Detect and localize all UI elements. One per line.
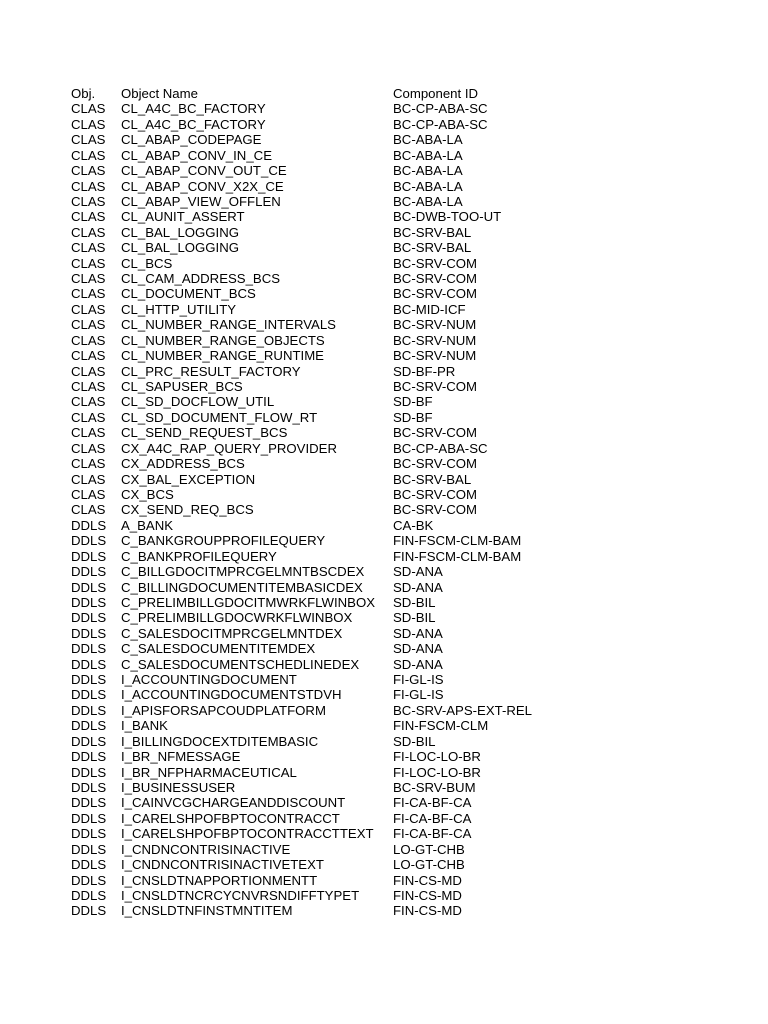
cell-obj: DDLS xyxy=(71,872,107,888)
cell-obj: DDLS xyxy=(71,625,107,641)
cell-obj: DDLS xyxy=(71,579,107,595)
cell-component-id: BC-SRV-BUM xyxy=(393,779,476,795)
table-row xyxy=(71,888,691,903)
table-row xyxy=(71,580,691,595)
cell-object-name: C_SALESDOCUMENTSCHEDLINEDEX xyxy=(121,656,360,672)
cell-object-name: C_SALESDOCITMPRCGELMNTDEX xyxy=(121,625,343,641)
cell-object-name: CL_A4C_BC_FACTORY xyxy=(121,116,266,132)
cell-component-id: SD-ANA xyxy=(393,641,443,657)
cell-component-id: BC-DWB-TOO-UT xyxy=(393,209,502,225)
cell-obj: DDLS xyxy=(71,826,107,842)
table-row xyxy=(71,348,691,363)
cell-obj: CLAS xyxy=(71,132,106,148)
cell-object-name: CL_BCS xyxy=(121,255,173,271)
cell-component-id: BC-ABA-LA xyxy=(393,147,463,163)
cell-obj: DDLS xyxy=(71,610,107,626)
cell-object-name: I_ACCOUNTINGDOCUMENTSTDVH xyxy=(121,687,342,703)
cell-object-name: I_CNDNCONTRISINACTIVE xyxy=(121,841,291,857)
table-row xyxy=(71,549,691,564)
cell-obj: CLAS xyxy=(71,116,106,132)
header-object-name: Object Name xyxy=(121,86,198,101)
cell-component-id: CA-BK xyxy=(393,517,434,533)
cell-object-name: CL_SD_DOCUMENT_FLOW_RT xyxy=(121,409,318,425)
cell-component-id: SD-ANA xyxy=(393,656,443,672)
cell-object-name: CL_SAPUSER_BCS xyxy=(121,379,243,395)
cell-obj: DDLS xyxy=(71,810,107,826)
cell-obj: DDLS xyxy=(71,764,107,780)
cell-component-id: FI-GL-IS xyxy=(393,672,444,688)
cell-component-id: BC-SRV-COM xyxy=(393,379,478,395)
table-row xyxy=(71,718,691,733)
table-row xyxy=(71,179,691,194)
cell-obj: DDLS xyxy=(71,733,107,749)
cell-component-id: LO-GT-CHB xyxy=(393,841,465,857)
cell-component-id: BC-SRV-NUM xyxy=(393,348,477,364)
cell-component-id: BC-SRV-COM xyxy=(393,502,478,518)
cell-component-id: FIN-FSCM-CLM-BAM xyxy=(393,533,522,549)
table-row xyxy=(71,842,691,857)
cell-obj: DDLS xyxy=(71,533,107,549)
cell-obj: CLAS xyxy=(71,348,106,364)
table-row xyxy=(71,765,691,780)
cell-object-name: CL_A4C_BC_FACTORY xyxy=(121,101,266,117)
cell-object-name: CL_ABAP_CONV_IN_CE xyxy=(121,147,272,163)
cell-component-id: FI-CA-BF-CA xyxy=(393,810,472,826)
cell-object-name: C_BILLINGDOCUMENTITEMBASICDEX xyxy=(121,579,363,595)
cell-object-name: CL_ABAP_CONV_OUT_CE xyxy=(121,163,287,179)
cell-obj: CLAS xyxy=(71,286,106,302)
cell-component-id: SD-BF xyxy=(393,394,433,410)
cell-object-name: C_BANKGROUPPROFILEQUERY xyxy=(121,533,326,549)
table-row xyxy=(71,903,691,918)
cell-obj: CLAS xyxy=(71,147,106,163)
table-row xyxy=(71,163,691,178)
table-row xyxy=(71,456,691,471)
cell-obj: CLAS xyxy=(71,409,106,425)
table-row xyxy=(71,734,691,749)
cell-obj: CLAS xyxy=(71,332,106,348)
cell-component-id: SD-ANA xyxy=(393,579,443,595)
table-row xyxy=(71,117,691,132)
table-row xyxy=(71,333,691,348)
cell-obj: DDLS xyxy=(71,903,107,919)
cell-component-id: FI-GL-IS xyxy=(393,687,444,703)
cell-obj: DDLS xyxy=(71,656,107,672)
cell-object-name: I_CNSLDTNAPPORTIONMENTT xyxy=(121,872,318,888)
cell-obj: DDLS xyxy=(71,702,107,718)
cell-object-name: I_CARELSHPOFBPTOCONTRACCTTEXT xyxy=(121,826,374,842)
cell-object-name: I_CNSLDTNFINSTMNTITEM xyxy=(121,903,293,919)
cell-component-id: BC-SRV-COM xyxy=(393,286,478,302)
cell-obj: CLAS xyxy=(71,101,106,117)
cell-component-id: BC-ABA-LA xyxy=(393,163,463,179)
table-row xyxy=(71,502,691,517)
table-row xyxy=(71,364,691,379)
cell-component-id: BC-MID-ICF xyxy=(393,301,466,317)
cell-obj: DDLS xyxy=(71,795,107,811)
cell-object-name: CL_NUMBER_RANGE_INTERVALS xyxy=(121,317,336,333)
cell-obj: DDLS xyxy=(71,564,107,580)
cell-object-name: I_CNDNCONTRISINACTIVETEXT xyxy=(121,857,324,873)
cell-obj: CLAS xyxy=(71,394,106,410)
table-row xyxy=(71,564,691,579)
header-obj: Obj. xyxy=(71,86,96,101)
cell-obj: DDLS xyxy=(71,841,107,857)
table-row xyxy=(71,256,691,271)
cell-obj: CLAS xyxy=(71,193,106,209)
cell-component-id: FIN-FSCM-CLM xyxy=(393,718,489,734)
cell-object-name: CL_SEND_REQUEST_BCS xyxy=(121,425,288,441)
table-row xyxy=(71,101,691,116)
cell-obj: CLAS xyxy=(71,271,106,287)
cell-object-name: CL_CAM_ADDRESS_BCS xyxy=(121,271,281,287)
cell-component-id: FIN-CS-MD xyxy=(393,872,462,888)
cell-component-id: BC-SRV-COM xyxy=(393,255,478,271)
cell-obj: CLAS xyxy=(71,178,106,194)
table-row xyxy=(71,533,691,548)
table-row xyxy=(71,749,691,764)
cell-object-name: CX_ADDRESS_BCS xyxy=(121,456,245,472)
cell-object-name: I_APISFORSAPCOUDPLATFORM xyxy=(121,702,326,718)
cell-object-name: CL_ABAP_CODEPAGE xyxy=(121,132,262,148)
cell-object-name: CX_SEND_REQ_BCS xyxy=(121,502,254,518)
cell-component-id: SD-BIL xyxy=(393,733,436,749)
table-row xyxy=(71,687,691,702)
cell-object-name: I_BILLINGDOCEXTDITEMBASIC xyxy=(121,733,319,749)
table-row xyxy=(71,194,691,209)
cell-obj: CLAS xyxy=(71,456,106,472)
cell-obj: CLAS xyxy=(71,317,106,333)
cell-component-id: BC-SRV-COM xyxy=(393,425,478,441)
cell-component-id: BC-SRV-APS-EXT-REL xyxy=(393,702,532,718)
cell-obj: CLAS xyxy=(71,486,106,502)
cell-component-id: BC-SRV-BAL xyxy=(393,224,472,240)
cell-component-id: SD-BIL xyxy=(393,610,436,626)
cell-object-name: C_PRELIMBILLGDOCWRKFLWINBOX xyxy=(121,610,353,626)
table-row xyxy=(71,286,691,301)
cell-component-id: FI-CA-BF-CA xyxy=(393,795,472,811)
table-row xyxy=(71,225,691,240)
table-row xyxy=(71,626,691,641)
cell-component-id: BC-SRV-BAL xyxy=(393,471,472,487)
cell-obj: CLAS xyxy=(71,379,106,395)
cell-component-id: BC-ABA-LA xyxy=(393,193,463,209)
cell-object-name: C_PRELIMBILLGDOCITMWRKFLWINBOX xyxy=(121,594,376,610)
table-row xyxy=(71,240,691,255)
cell-obj: DDLS xyxy=(71,548,107,564)
cell-obj: CLAS xyxy=(71,363,106,379)
cell-obj: DDLS xyxy=(71,517,107,533)
cell-object-name: CL_HTTP_UTILITY xyxy=(121,301,237,317)
cell-component-id: SD-BF-PR xyxy=(393,363,456,379)
cell-obj: DDLS xyxy=(71,718,107,734)
table-row xyxy=(71,857,691,872)
cell-object-name: CL_BAL_LOGGING xyxy=(121,224,240,240)
cell-obj: DDLS xyxy=(71,749,107,765)
cell-component-id: FIN-CS-MD xyxy=(393,903,462,919)
cell-object-name: CX_A4C_RAP_QUERY_PROVIDER xyxy=(121,440,337,456)
table-row xyxy=(71,209,691,224)
object-table xyxy=(71,86,691,919)
cell-obj: DDLS xyxy=(71,887,107,903)
cell-component-id: BC-SRV-COM xyxy=(393,486,478,502)
cell-component-id: BC-ABA-LA xyxy=(393,178,463,194)
table-row xyxy=(71,703,691,718)
cell-obj: CLAS xyxy=(71,502,106,518)
cell-component-id: BC-SRV-NUM xyxy=(393,332,477,348)
cell-object-name: CL_NUMBER_RANGE_RUNTIME xyxy=(121,348,324,364)
table-row xyxy=(71,394,691,409)
table-row xyxy=(71,487,691,502)
cell-object-name: CL_AUNIT_ASSERT xyxy=(121,209,245,225)
cell-obj: CLAS xyxy=(71,224,106,240)
cell-component-id: SD-ANA xyxy=(393,564,443,580)
cell-component-id: FI-LOC-LO-BR xyxy=(393,749,481,765)
cell-obj: DDLS xyxy=(71,857,107,873)
cell-object-name: I_BUSINESSUSER xyxy=(121,779,236,795)
cell-component-id: SD-BIL xyxy=(393,594,436,610)
cell-obj: CLAS xyxy=(71,425,106,441)
cell-object-name: I_ACCOUNTINGDOCUMENT xyxy=(121,672,297,688)
cell-obj: DDLS xyxy=(71,779,107,795)
cell-obj: DDLS xyxy=(71,672,107,688)
cell-obj: CLAS xyxy=(71,209,106,225)
cell-component-id: BC-SRV-BAL xyxy=(393,240,472,256)
table-row xyxy=(71,302,691,317)
cell-object-name: CL_DOCUMENT_BCS xyxy=(121,286,256,302)
cell-object-name: CL_ABAP_VIEW_OFFLEN xyxy=(121,193,281,209)
cell-obj: CLAS xyxy=(71,163,106,179)
cell-component-id: BC-ABA-LA xyxy=(393,132,463,148)
table-row xyxy=(71,379,691,394)
table-row xyxy=(71,271,691,286)
table-row xyxy=(71,811,691,826)
cell-object-name: A_BANK xyxy=(121,517,174,533)
cell-object-name: CX_BCS xyxy=(121,486,174,502)
cell-obj: CLAS xyxy=(71,440,106,456)
table-row xyxy=(71,826,691,841)
cell-object-name: C_BILLGDOCITMPRCGELMNTBSCDEX xyxy=(121,564,365,580)
cell-object-name: I_BR_NFPHARMACEUTICAL xyxy=(121,764,297,780)
cell-component-id: FIN-FSCM-CLM-BAM xyxy=(393,548,522,564)
cell-obj: CLAS xyxy=(71,471,106,487)
cell-object-name: I_CAINVCGCHARGEANDDISCOUNT xyxy=(121,795,346,811)
cell-component-id: BC-SRV-COM xyxy=(393,271,478,287)
cell-obj: CLAS xyxy=(71,301,106,317)
cell-component-id: BC-CP-ABA-SC xyxy=(393,440,488,456)
cell-component-id: BC-CP-ABA-SC xyxy=(393,116,488,132)
table-row xyxy=(71,795,691,810)
cell-object-name: C_BANKPROFILEQUERY xyxy=(121,548,277,564)
cell-object-name: CL_SD_DOCFLOW_UTIL xyxy=(121,394,275,410)
table-row xyxy=(71,148,691,163)
cell-component-id: SD-ANA xyxy=(393,625,443,641)
cell-object-name: CL_ABAP_CONV_X2X_CE xyxy=(121,178,284,194)
cell-component-id: SD-BF xyxy=(393,409,433,425)
cell-obj: DDLS xyxy=(71,687,107,703)
header-component-id: Component ID xyxy=(393,86,479,101)
table-row xyxy=(71,132,691,147)
table-body xyxy=(71,101,691,918)
cell-object-name: I_CARELSHPOFBPTOCONTRACCT xyxy=(121,810,340,826)
cell-component-id: FI-CA-BF-CA xyxy=(393,826,472,842)
table-row xyxy=(71,472,691,487)
cell-obj: DDLS xyxy=(71,641,107,657)
table-row xyxy=(71,657,691,672)
cell-obj: CLAS xyxy=(71,255,106,271)
cell-object-name: CX_BAL_EXCEPTION xyxy=(121,471,256,487)
table-row xyxy=(71,873,691,888)
cell-component-id: FI-LOC-LO-BR xyxy=(393,764,481,780)
table-row xyxy=(71,441,691,456)
table-row xyxy=(71,317,691,332)
cell-object-name: C_SALESDOCUMENTITEMDEX xyxy=(121,641,316,657)
table-row xyxy=(71,425,691,440)
cell-component-id: FIN-CS-MD xyxy=(393,887,462,903)
cell-object-name: CL_BAL_LOGGING xyxy=(121,240,240,256)
cell-object-name: I_BR_NFMESSAGE xyxy=(121,749,241,765)
table-row xyxy=(71,518,691,533)
table-row xyxy=(71,780,691,795)
table-row xyxy=(71,641,691,656)
table-header-row xyxy=(71,86,691,101)
table-row xyxy=(71,595,691,610)
cell-component-id: BC-CP-ABA-SC xyxy=(393,101,488,117)
cell-object-name: I_CNSLDTNCRCYCNVRSNDIFFTYPET xyxy=(121,887,360,903)
cell-component-id: BC-SRV-NUM xyxy=(393,317,477,333)
cell-object-name: CL_NUMBER_RANGE_OBJECTS xyxy=(121,332,325,348)
cell-obj: DDLS xyxy=(71,594,107,610)
table-row xyxy=(71,672,691,687)
cell-component-id: LO-GT-CHB xyxy=(393,857,465,873)
cell-object-name: I_BANK xyxy=(121,718,168,734)
cell-obj: CLAS xyxy=(71,240,106,256)
cell-object-name: CL_PRC_RESULT_FACTORY xyxy=(121,363,301,379)
cell-component-id: BC-SRV-COM xyxy=(393,456,478,472)
table-row xyxy=(71,610,691,625)
table-row xyxy=(71,410,691,425)
